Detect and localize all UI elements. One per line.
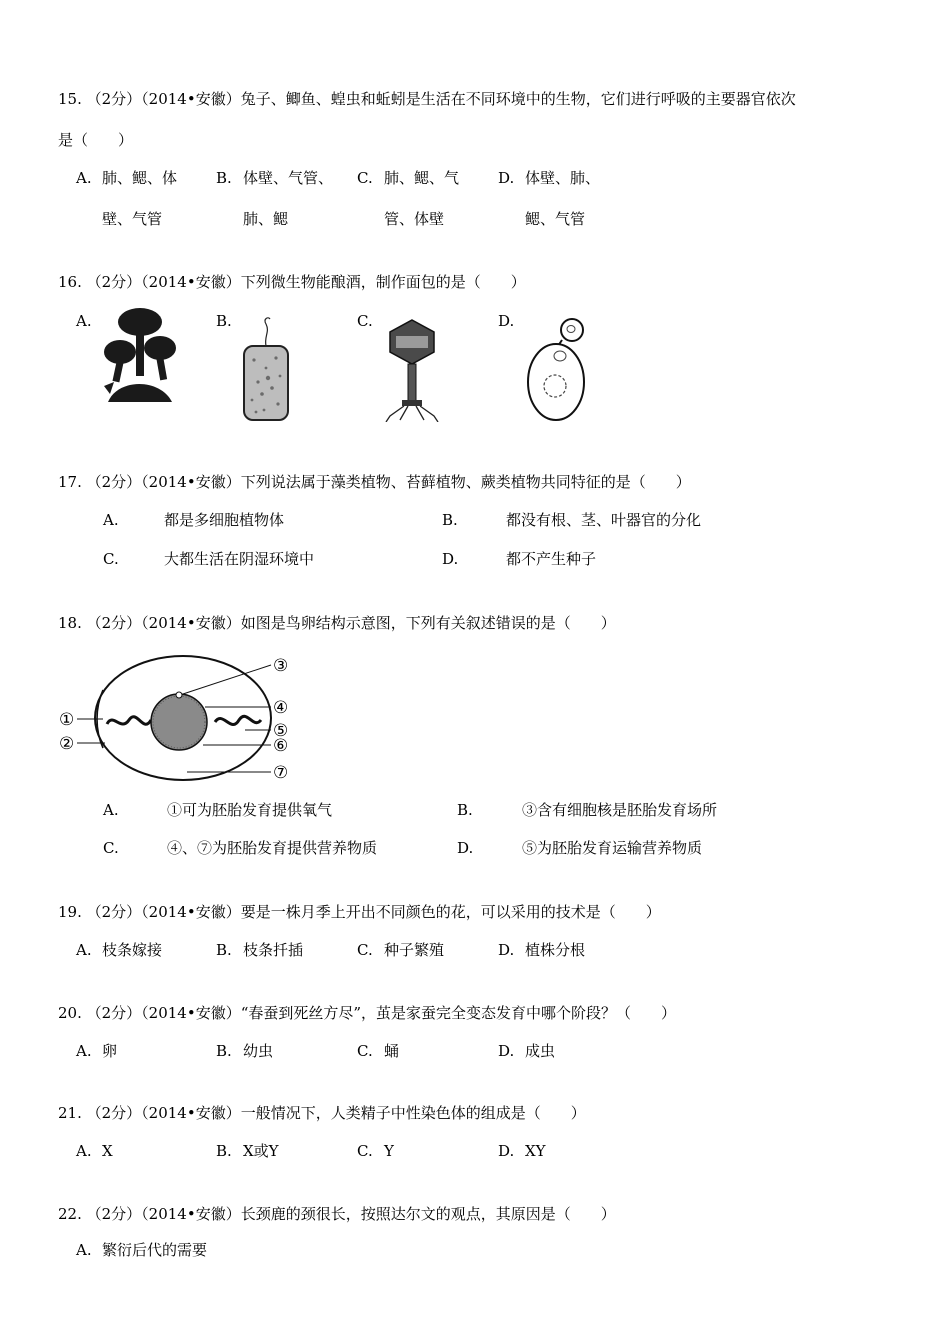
q19-option-a-text: 枝条嫁接 <box>102 941 163 959</box>
egg-label-3: ③ <box>273 656 289 676</box>
q17-option-a-text: 都是多细胞植物体 <box>164 511 285 529</box>
q20-option-c-text: 蛹 <box>384 1042 400 1060</box>
q18-option-b-text: ③含有细胞核是胚胎发育场所 <box>522 801 718 819</box>
q21-option-c-text: Y <box>384 1142 394 1160</box>
q20-option-c-letter: C. <box>357 1042 373 1060</box>
egg-label-5: ⑤ <box>273 721 289 741</box>
q15-option-a-letter: A. <box>76 169 92 187</box>
q15-option-b-letter: B. <box>216 169 232 187</box>
q15-option-c-text-cont: 管、体壁 <box>384 210 445 228</box>
q20-option-d-text: 成虫 <box>525 1042 556 1060</box>
q20-option-a-letter: A. <box>76 1042 92 1060</box>
q20-stem: 20. （2分）（2014•安徽）“春蚕到死丝方尽”，茧是家蚕完全变态发育中哪个阶段？（ ） <box>58 1004 677 1022</box>
q16-option-d-letter: D. <box>498 312 515 330</box>
q18-option-b-letter: B. <box>457 801 473 819</box>
q15-stem-cont: 是（ ） <box>58 131 134 149</box>
q15-option-a-text-cont: 壁、气管 <box>102 210 163 228</box>
q16-option-c-letter: C. <box>357 312 373 330</box>
q22-option-a-letter: A. <box>76 1241 92 1259</box>
yeast-image <box>522 314 594 424</box>
egg-label-2: ② <box>59 734 75 754</box>
q19-option-c-text: 种子繁殖 <box>384 941 445 959</box>
q20-option-b-letter: B. <box>216 1042 232 1060</box>
q21-option-a-letter: A. <box>76 1142 92 1160</box>
q19-option-c-letter: C. <box>357 941 373 959</box>
mushroom-image <box>100 304 180 404</box>
q15-option-d-text: 体壁、肺、 <box>525 169 601 187</box>
q21-stem: 21. （2分）（2014•安徽）一般情况下，人类精子中性染色体的组成是（ ） <box>58 1104 586 1122</box>
q19-option-d-text: 植株分根 <box>525 941 586 959</box>
q15-option-b-text-cont: 肺、鳃 <box>243 210 289 228</box>
q15-option-d-letter: D. <box>498 169 515 187</box>
q18-stem: 18. （2分）（2014•安徽）如图是鸟卵结构示意图，下列有关叙述错误的是（ ） <box>58 614 616 632</box>
q15-option-b-text: 体壁、气管、 <box>243 169 334 187</box>
q17-stem: 17. （2分）（2014•安徽）下列说法属于藻类植物、苔藓植物、蕨类植物共同特征的是（ ） <box>58 473 691 491</box>
q15-stem: 15. （2分）（2014•安徽）兔子、鲫鱼、蝗虫和蚯蚓是生活在不同环境中的生物，它们进行呼吸的主要器官依次 <box>58 90 796 108</box>
q17-option-b-letter: B. <box>442 511 458 529</box>
q16-stem: 16. （2分）（2014•安徽）下列微生物能酿酒，制作面包的是（ ） <box>58 273 526 291</box>
q19-option-a-letter: A. <box>76 941 92 959</box>
egg-label-6: ⑥ <box>273 736 289 756</box>
q21-option-c-letter: C. <box>357 1142 373 1160</box>
q15-option-c-text: 肺、鳃、气 <box>384 169 460 187</box>
egg-label-4: ④ <box>273 698 289 718</box>
q16-option-b-letter: B. <box>216 312 232 330</box>
q18-option-c-letter: C. <box>103 839 119 857</box>
egg-label-1: ① <box>59 710 75 730</box>
q17-option-a-letter: A. <box>103 511 119 529</box>
q18-option-a-letter: A. <box>103 801 119 819</box>
q16-option-a-letter: A. <box>76 312 92 330</box>
bird-egg-diagram <box>55 652 305 787</box>
q21-option-b-letter: B. <box>216 1142 232 1160</box>
q18-option-c-text: ④、⑦为胚胎发育提供营养物质 <box>167 839 378 857</box>
q21-option-d-text: XY <box>525 1142 546 1160</box>
bacterium-image <box>236 316 296 426</box>
q15-option-d-text-cont: 鳃、气管 <box>525 210 586 228</box>
q20-option-b-text: 幼虫 <box>243 1042 274 1060</box>
q19-option-b-text: 枝条扦插 <box>243 941 304 959</box>
q18-option-d-text: ⑤为胚胎发育运输营养物质 <box>522 839 703 857</box>
q19-option-d-letter: D. <box>498 941 515 959</box>
q15-option-c-letter: C. <box>357 169 373 187</box>
egg-label-7: ⑦ <box>273 763 289 783</box>
q18-option-a-text: ①可为胚胎发育提供氧气 <box>167 801 333 819</box>
q21-option-a-text: X <box>102 1142 113 1160</box>
q21-option-d-letter: D. <box>498 1142 515 1160</box>
q20-option-a-text: 卵 <box>102 1042 118 1060</box>
q17-option-b-text: 都没有根、茎、叶器官的分化 <box>506 511 702 529</box>
q17-option-c-letter: C. <box>103 550 119 568</box>
q22-stem: 22. （2分）（2014•安徽）长颈鹿的颈很长，按照达尔文的观点，其原因是（ ） <box>58 1205 616 1223</box>
q15-option-a-text: 肺、鳃、体 <box>102 169 178 187</box>
q19-option-b-letter: B. <box>216 941 232 959</box>
q20-option-d-letter: D. <box>498 1042 515 1060</box>
q18-option-d-letter: D. <box>457 839 474 857</box>
q22-option-a-text: 繁衍后代的需要 <box>102 1241 208 1259</box>
q17-option-d-letter: D. <box>442 550 459 568</box>
q21-option-b-text: X或Y <box>243 1142 279 1160</box>
q17-option-c-text: 大都生活在阴湿环境中 <box>164 550 315 568</box>
q19-stem: 19. （2分）（2014•安徽）要是一株月季上开出不同颜色的花，可以采用的技术是（ ） <box>58 903 661 921</box>
q17-option-d-text: 都不产生种子 <box>506 550 597 568</box>
bacteriophage-image <box>380 316 444 422</box>
